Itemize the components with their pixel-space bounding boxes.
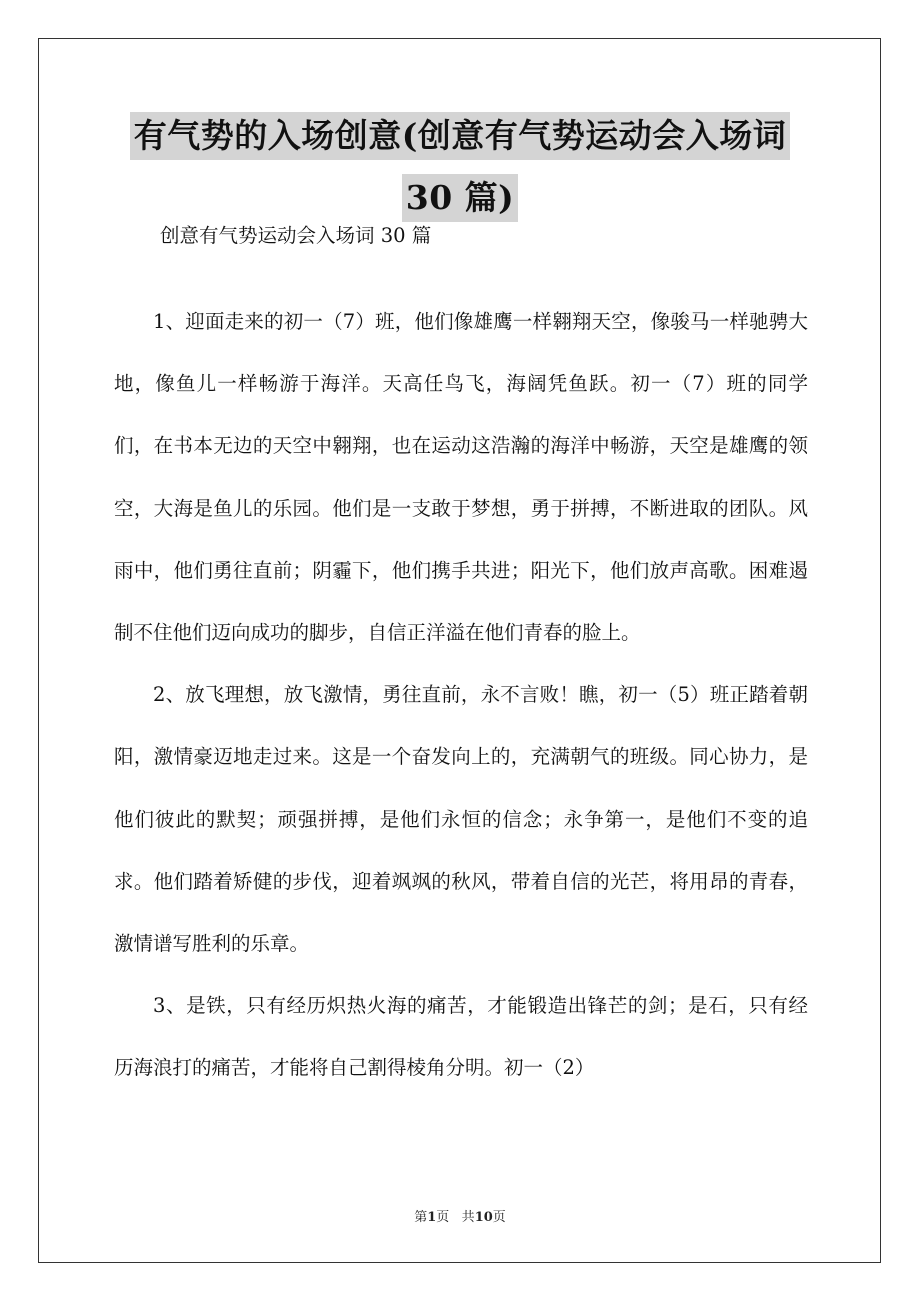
footer-total-prefix: 共 xyxy=(461,1210,475,1225)
footer-prefix: 第 xyxy=(414,1210,428,1225)
paragraph-3: 3、是铁，只有经历炽热火海的痛苦，才能锻造出锋芒的剑；是石，只有经历海浪打的痛苦，才能将自己割得棱角分明。初一（2） xyxy=(114,994,808,1080)
title-line-2: 30 篇) xyxy=(402,174,519,222)
paragraph-2: 2、放飞理想，放飞激情，勇往直前，永不言败！瞧，初一（5）班正踏着朝阳，激情豪迈地走过来。这是一个奋发向上的，充满朝气的班级。同心协力，是他们彼此的默契；顽强拼搏，是他们永恒的信念；永争第一，是他们不变的追求。他们踏着矫健的步伐，迎着飒飒的秋风，带着自信的光芒，将用昂的青春，激情谱写胜利的乐章。 xyxy=(114,683,808,956)
paragraph-1: 1、迎面走来的初一（7）班，他们像雄鹰一样翱翔天空，像骏马一样驰骋大地，像鱼儿一样畅游于海洋。天高任鸟飞，海阔凭鱼跃。初一（7）班的同学们，在书本无边的天空中翱翔，也在运动这浩瀚的海洋中畅游，天空是雄鹰的领空，大海是鱼儿的乐园。他们是一支敢于梦想，勇于拼搏，不断进取的团队。风雨中，他们勇往直前；阴霾下，他们携手共进；阳光下，他们放声高歌。困难遏制不住他们迈向成功的脚步，自信正洋溢在他们青春的脸上。 xyxy=(114,310,808,645)
footer-total-pages: 10 xyxy=(474,1210,493,1225)
document-body xyxy=(114,291,808,1100)
document-title xyxy=(0,108,920,232)
title-line-1: 有气势的入场创意(创意有气势运动会入场词 xyxy=(130,112,791,160)
footer-total-suffix: 页 xyxy=(492,1210,506,1225)
footer-page-number: 1 xyxy=(427,1210,437,1225)
page-footer xyxy=(0,1206,920,1225)
footer-page-suffix: 页 xyxy=(436,1210,450,1225)
subtitle: 创意有气势运动会入场词 30 篇 xyxy=(160,224,432,247)
